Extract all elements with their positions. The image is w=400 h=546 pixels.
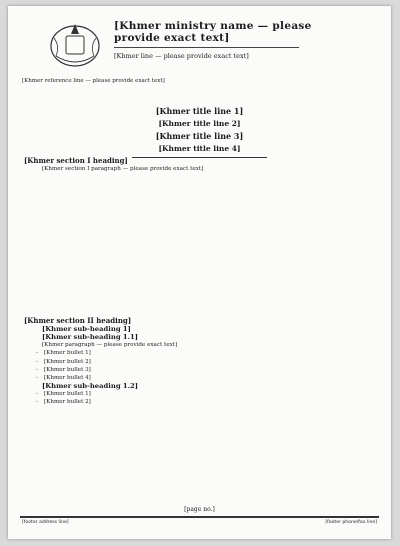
section-2-1-1-body: [Khmer paragraph — please provide exact text] (42, 342, 178, 348)
section-2-2-bullets (24, 390, 379, 406)
list-item: - [Khmer bullet 2] (44, 358, 379, 366)
letterhead (114, 20, 334, 60)
list-item: - [Khmer bullet 1] (44, 390, 379, 398)
section-2-heading: [Khmer section II heading] (24, 316, 132, 325)
footer-address: [footer address line] (22, 520, 69, 525)
list-item: - [Khmer bullet 1] (44, 349, 379, 357)
document-page (8, 6, 391, 539)
section-2-1-heading: [Khmer sub-heading 1] (42, 325, 131, 333)
section-1 (24, 156, 379, 173)
list-item: - [Khmer bullet 2] (44, 398, 379, 406)
title-line-1: [Khmer title line 1] (155, 106, 244, 116)
ministry-name: [Khmer ministry name — please provide exact text] (114, 20, 312, 44)
footer-contact: [footer phone/fax line] (325, 520, 377, 525)
title-line-4: [Khmer title line 4] (158, 144, 241, 153)
title-line-2: [Khmer title line 2] (158, 119, 241, 128)
section-1-body: [Khmer section I paragraph — please provide exact text] (42, 166, 204, 172)
list-item: - [Khmer bullet 4] (44, 374, 379, 382)
ministry-subtitle: [Khmer line — please provide exact text] (114, 52, 249, 60)
letterhead-rule (114, 47, 299, 48)
section-2-2-heading: [Khmer sub-heading 1.2] (42, 382, 138, 391)
list-item: - [Khmer bullet 3] (44, 366, 379, 374)
document-title (8, 106, 391, 158)
royal-emblem-icon (44, 16, 106, 72)
document-reference: [Khmer reference line — please provide exact text] (22, 78, 165, 84)
footer-rule (20, 516, 379, 518)
section-2-1-1-heading: [Khmer sub-heading 1.1] (42, 333, 138, 341)
title-line-3: [Khmer title line 3] (155, 131, 244, 141)
page-number: [page no.] (184, 506, 215, 513)
section-1-heading: [Khmer section I heading] (24, 156, 128, 165)
section-2 (24, 316, 379, 407)
section-2-1-bullets (24, 349, 379, 382)
